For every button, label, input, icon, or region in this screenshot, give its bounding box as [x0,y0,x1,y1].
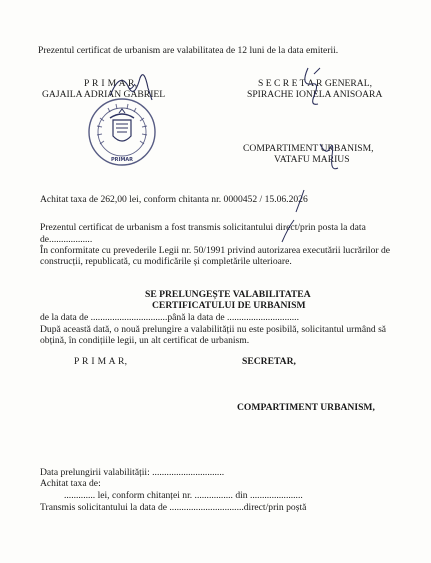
transmis-bottom: Transmis solicitantului la data de ...............................direct/prin poștă [40,502,307,513]
primar-signature [100,66,170,106]
prelungire-line-2: După această dată, o nouă prelungire a valabilității nu este posibilă, solicitantul urmând să [40,324,387,335]
svg-text:PRIMAR: PRIMAR [110,157,134,163]
validity-text: Prezentul certificat de urbanism are valabilitatea de 12 luni de la data emiterii. [38,45,339,56]
conformitate-line-1: În conformitate cu prevederile Legii nr. 50/1991 privind autorizarea executării lucrărilor de [40,245,391,256]
prelungire-heading-2: CERTIFICATULUI DE URBANISM [152,300,306,311]
secretar-name: SPIRACHE IONELA ANISOARA [247,89,383,100]
compartiment-signature [312,138,352,178]
secretar-signature [290,64,340,110]
transmis-signature [276,218,306,244]
primar-name: GAJAILA ADRIAN GABRIEL [42,89,166,100]
tax-text: Achitat taxa de 262,00 lei, conform chitanta nr. 0000452 / 15.06.2026 [40,194,308,205]
lei-line: ............. lei, conform chitanței nr. ................ din ...................... [64,490,303,501]
secretar-title: S E C R E T A R GENERAL, [258,78,372,89]
footer-primar: P R I M A R, [74,356,128,367]
primar-title: P R I M A R, [84,78,138,89]
achitat-taxa: Achitat taxa de: [40,478,101,489]
footer-secretar: SECRETAR, [242,356,296,367]
compartiment-name: VATAFU MARIUS [274,154,350,165]
footer-compartiment: COMPARTIMENT URBANISM, [237,402,375,413]
transmis-line-2: de.................. [40,234,93,245]
data-prelungirii: Data prelungirii valabilității: .............................. [40,467,225,478]
prelungire-line-3: obțină, în condițiile legii, un alt certificat de urbanism. [40,335,250,346]
tax-date-signature [292,186,314,216]
prelungire-heading-1: SE PRELUNGEȘTE VALABILITATEA [145,289,311,300]
conformitate-line-2: construcții, republicată, cu modificările și completările ulterioare. [40,256,292,267]
transmis-line-1: Prezentul certificat de urbanism a fost transmis solicitantului direct/prin posta la data [40,222,366,233]
prelungire-dates: de la data de ................................până la data de .............................. [40,312,299,323]
official-stamp [86,96,158,168]
compartiment-title: COMPARTIMENT URBANISM, [243,143,374,154]
